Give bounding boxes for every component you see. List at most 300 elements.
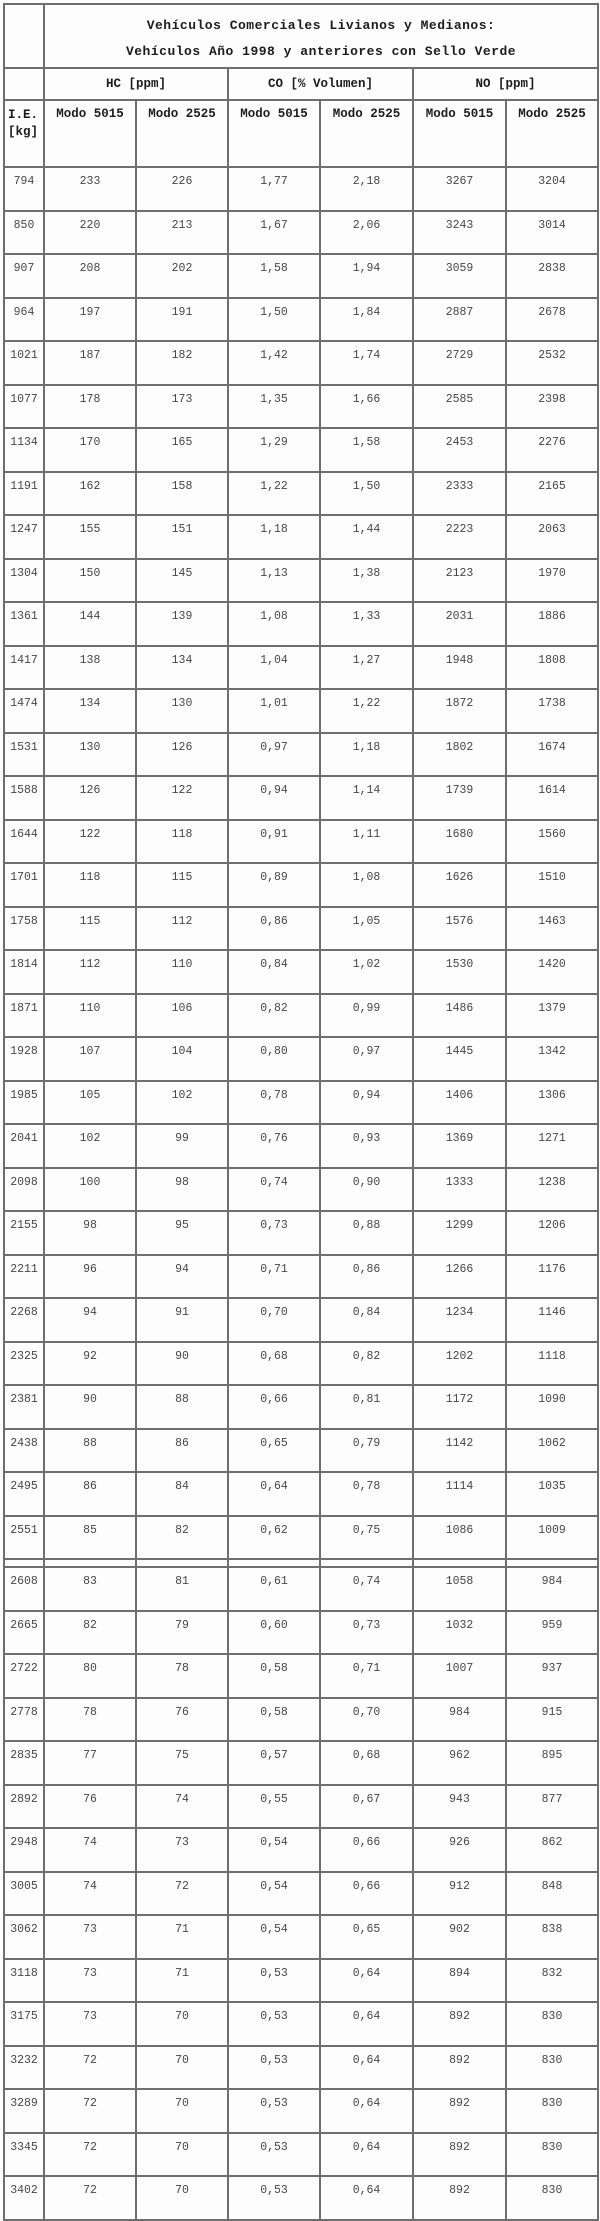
ie-cell: 1474: [4, 689, 44, 733]
co-5015-cell: 1,58: [228, 254, 320, 298]
table-row: [4, 1429, 598, 1473]
hc-2525-cell: 70: [136, 2046, 228, 2090]
no-2525-cell: 895: [506, 1741, 598, 1785]
table-row: [4, 1168, 598, 1212]
no-5015-cell: 3267: [413, 167, 506, 211]
table-row: [4, 1611, 598, 1655]
no-5015-cell: 894: [413, 1959, 506, 2003]
hc-5015-cell: 83: [44, 1567, 136, 1611]
hc-5015-cell: 82: [44, 1611, 136, 1655]
co-5015-cell: 0,66: [228, 1385, 320, 1429]
title-row: [4, 4, 598, 68]
section-break-cell: [320, 1559, 413, 1567]
no-2525-cell: 2678: [506, 298, 598, 342]
co-2525-cell: 1,33: [320, 602, 413, 646]
no-2525-cell: 848: [506, 1872, 598, 1916]
co-5015-cell: 0,54: [228, 1915, 320, 1959]
table-row: [4, 428, 598, 472]
hc-5015-cell: 150: [44, 559, 136, 603]
hc-5015-cell: 220: [44, 211, 136, 255]
hc-5015-cell: 130: [44, 733, 136, 777]
no-2525-cell: 2532: [506, 341, 598, 385]
table-row: [4, 1298, 598, 1342]
no-2525-cell: 1463: [506, 907, 598, 951]
no-2525-cell: 1090: [506, 1385, 598, 1429]
ie-cell: 1814: [4, 950, 44, 994]
co-5015-cell: 0,54: [228, 1872, 320, 1916]
co-2525-cell: 0,68: [320, 1741, 413, 1785]
co-5015-cell: 0,64: [228, 1472, 320, 1516]
hc-2525-cell: 110: [136, 950, 228, 994]
hc-5015-cell: 73: [44, 1959, 136, 2003]
hc-2525-cell: 76: [136, 1698, 228, 1742]
table-row: [4, 341, 598, 385]
ie-cell: 1928: [4, 1037, 44, 1081]
hc-2525-cell: 98: [136, 1168, 228, 1212]
co-2525-cell: 0,94: [320, 1081, 413, 1125]
co-5015-cell: 1,42: [228, 341, 320, 385]
group-header-co: CO [% Volumen]: [228, 68, 413, 100]
co-2525-cell: 0,64: [320, 2002, 413, 2046]
ie-cell: 2325: [4, 1342, 44, 1386]
no-2525-cell: 830: [506, 2176, 598, 2220]
co-5015-cell: 0,82: [228, 994, 320, 1038]
co-5015-cell: 1,77: [228, 167, 320, 211]
no-5015-cell: 1172: [413, 1385, 506, 1429]
co-5015-cell: 1,18: [228, 515, 320, 559]
hc-2525-cell: 78: [136, 1654, 228, 1698]
hc-5015-cell: 122: [44, 820, 136, 864]
table-row: [4, 385, 598, 429]
no-5015-cell: 1007: [413, 1654, 506, 1698]
co-2525-cell: 1,22: [320, 689, 413, 733]
table-body: [4, 167, 598, 2220]
section-break-cell: [136, 1559, 228, 1567]
co-5015-cell: 0,89: [228, 863, 320, 907]
ie-cell: 3005: [4, 1872, 44, 1916]
no-2525-cell: 1035: [506, 1472, 598, 1516]
no-5015-cell: 1406: [413, 1081, 506, 1125]
no-5015-cell: 1530: [413, 950, 506, 994]
no-5015-cell: 2585: [413, 385, 506, 429]
no-5015-cell: 1369: [413, 1124, 506, 1168]
co-5015-cell: 0,80: [228, 1037, 320, 1081]
co-5015-cell: 0,53: [228, 2176, 320, 2220]
hc-5015-cell: 138: [44, 646, 136, 690]
no-5015-cell: 1486: [413, 994, 506, 1038]
no-2525-cell: 830: [506, 2133, 598, 2177]
co-2525-cell: 0,84: [320, 1298, 413, 1342]
no-5015-cell: 1032: [413, 1611, 506, 1655]
hc-5015-cell: 74: [44, 1828, 136, 1872]
hc-5015-cell: 126: [44, 776, 136, 820]
no-2525-cell: 1420: [506, 950, 598, 994]
hc-2525-cell: 94: [136, 1255, 228, 1299]
co-5015-cell: 0,97: [228, 733, 320, 777]
table-title-line2: Vehículos Año 1998 y anteriores con Sello Verde: [125, 44, 517, 59]
co-2525-cell: 0,86: [320, 1255, 413, 1299]
table-row: [4, 298, 598, 342]
co-2525-cell: 1,38: [320, 559, 413, 603]
co-2525-cell: 0,74: [320, 1567, 413, 1611]
hc-2525-cell: 102: [136, 1081, 228, 1125]
table-row: [4, 733, 598, 777]
no-5015-cell: 1202: [413, 1342, 506, 1386]
co-2525-cell: 0,93: [320, 1124, 413, 1168]
sub-header-row: [4, 100, 598, 167]
table-row: [4, 1255, 598, 1299]
subheader-co-modo-5015: Modo 5015: [228, 100, 320, 167]
no-2525-cell: 1176: [506, 1255, 598, 1299]
ie-cell: 1701: [4, 863, 44, 907]
hc-2525-cell: 95: [136, 1211, 228, 1255]
section-break-row: [4, 1559, 598, 1567]
co-5015-cell: 1,35: [228, 385, 320, 429]
table-row: [4, 1472, 598, 1516]
co-5015-cell: 0,58: [228, 1654, 320, 1698]
hc-5015-cell: 197: [44, 298, 136, 342]
no-2525-cell: 1238: [506, 1168, 598, 1212]
table-row: [4, 2089, 598, 2133]
no-2525-cell: 3014: [506, 211, 598, 255]
ie-cell: 3175: [4, 2002, 44, 2046]
co-5015-cell: 1,29: [228, 428, 320, 472]
hc-5015-cell: 78: [44, 1698, 136, 1742]
table-row: [4, 1872, 598, 1916]
hc-2525-cell: 84: [136, 1472, 228, 1516]
no-5015-cell: 2123: [413, 559, 506, 603]
no-5015-cell: 1576: [413, 907, 506, 951]
ie-cell: 907: [4, 254, 44, 298]
table-row: [4, 515, 598, 559]
table-row: [4, 1124, 598, 1168]
table-header: [4, 4, 598, 167]
ie-cell: 2778: [4, 1698, 44, 1742]
table-row: [4, 2046, 598, 2090]
co-5015-cell: 0,55: [228, 1785, 320, 1829]
ie-cell: 2608: [4, 1567, 44, 1611]
no-2525-cell: 1306: [506, 1081, 598, 1125]
table-row: [4, 994, 598, 1038]
ie-cell: 2892: [4, 1785, 44, 1829]
hc-2525-cell: 90: [136, 1342, 228, 1386]
hc-5015-cell: 72: [44, 2046, 136, 2090]
co-2525-cell: 1,05: [320, 907, 413, 951]
table-row: [4, 1654, 598, 1698]
co-5015-cell: 0,86: [228, 907, 320, 951]
ie-cell: 850: [4, 211, 44, 255]
co-2525-cell: 1,14: [320, 776, 413, 820]
no-5015-cell: 892: [413, 2133, 506, 2177]
co-5015-cell: 0,61: [228, 1567, 320, 1611]
table-row: [4, 602, 598, 646]
hc-2525-cell: 75: [136, 1741, 228, 1785]
hc-5015-cell: 74: [44, 1872, 136, 1916]
ie-cell: 2495: [4, 1472, 44, 1516]
no-2525-cell: 1271: [506, 1124, 598, 1168]
co-2525-cell: 0,64: [320, 2133, 413, 2177]
no-2525-cell: 1009: [506, 1516, 598, 1560]
ie-cell: 2211: [4, 1255, 44, 1299]
table-row: [4, 1385, 598, 1429]
no-5015-cell: 2031: [413, 602, 506, 646]
co-2525-cell: 1,18: [320, 733, 413, 777]
subheader-hc-modo-5015: Modo 5015: [44, 100, 136, 167]
hc-2525-cell: 213: [136, 211, 228, 255]
hc-2525-cell: 82: [136, 1516, 228, 1560]
hc-5015-cell: 112: [44, 950, 136, 994]
hc-5015-cell: 162: [44, 472, 136, 516]
table-row: [4, 1698, 598, 1742]
table-row: [4, 472, 598, 516]
co-2525-cell: 0,66: [320, 1828, 413, 1872]
table-row: [4, 1959, 598, 2003]
co-5015-cell: 0,84: [228, 950, 320, 994]
hc-2525-cell: 134: [136, 646, 228, 690]
ie-cell: 1531: [4, 733, 44, 777]
no-5015-cell: 3243: [413, 211, 506, 255]
co-2525-cell: 0,82: [320, 1342, 413, 1386]
table-title: [44, 4, 598, 68]
no-2525-cell: 1674: [506, 733, 598, 777]
co-2525-cell: 0,79: [320, 1429, 413, 1473]
co-5015-cell: 1,22: [228, 472, 320, 516]
co-5015-cell: 0,68: [228, 1342, 320, 1386]
ie-cell: 2041: [4, 1124, 44, 1168]
co-2525-cell: 0,88: [320, 1211, 413, 1255]
hc-5015-cell: 134: [44, 689, 136, 733]
co-2525-cell: 0,97: [320, 1037, 413, 1081]
ie-cell: 2098: [4, 1168, 44, 1212]
co-2525-cell: 0,90: [320, 1168, 413, 1212]
hc-5015-cell: 178: [44, 385, 136, 429]
co-5015-cell: 1,01: [228, 689, 320, 733]
table-row: [4, 2176, 598, 2220]
hc-2525-cell: 74: [136, 1785, 228, 1829]
hc-2525-cell: 202: [136, 254, 228, 298]
hc-5015-cell: 110: [44, 994, 136, 1038]
table-row: [4, 1516, 598, 1560]
row-header-line1: I.E.: [8, 108, 39, 122]
co-2525-cell: 0,99: [320, 994, 413, 1038]
subheader-hc-modo-2525: Modo 2525: [136, 100, 228, 167]
hc-2525-cell: 88: [136, 1385, 228, 1429]
co-2525-cell: 0,64: [320, 2046, 413, 2090]
no-5015-cell: 926: [413, 1828, 506, 1872]
table-row: [4, 254, 598, 298]
no-2525-cell: 1146: [506, 1298, 598, 1342]
group-header-row: [4, 68, 598, 100]
co-2525-cell: 0,67: [320, 1785, 413, 1829]
hc-5015-cell: 86: [44, 1472, 136, 1516]
co-2525-cell: 1,08: [320, 863, 413, 907]
ie-cell: 3062: [4, 1915, 44, 1959]
no-2525-cell: 1614: [506, 776, 598, 820]
co-2525-cell: 1,66: [320, 385, 413, 429]
hc-5015-cell: 73: [44, 1915, 136, 1959]
table-row: [4, 2002, 598, 2046]
co-5015-cell: 0,53: [228, 2046, 320, 2090]
no-5015-cell: 984: [413, 1698, 506, 1742]
table-row: [4, 776, 598, 820]
no-2525-cell: 1738: [506, 689, 598, 733]
co-5015-cell: 1,13: [228, 559, 320, 603]
no-5015-cell: 912: [413, 1872, 506, 1916]
ie-cell: 2268: [4, 1298, 44, 1342]
hc-2525-cell: 72: [136, 1872, 228, 1916]
no-5015-cell: 1234: [413, 1298, 506, 1342]
hc-5015-cell: 90: [44, 1385, 136, 1429]
ie-cell: 1985: [4, 1081, 44, 1125]
hc-2525-cell: 86: [136, 1429, 228, 1473]
no-5015-cell: 2453: [413, 428, 506, 472]
co-5015-cell: 1,08: [228, 602, 320, 646]
co-2525-cell: 0,64: [320, 2089, 413, 2133]
table-row: [4, 646, 598, 690]
table-row: [4, 559, 598, 603]
hc-2525-cell: 70: [136, 2176, 228, 2220]
table-row: [4, 950, 598, 994]
hc-2525-cell: 79: [136, 1611, 228, 1655]
no-5015-cell: 1948: [413, 646, 506, 690]
co-2525-cell: 0,70: [320, 1698, 413, 1742]
table-row: [4, 907, 598, 951]
hc-5015-cell: 144: [44, 602, 136, 646]
ie-cell: 964: [4, 298, 44, 342]
hc-2525-cell: 71: [136, 1959, 228, 2003]
hc-5015-cell: 208: [44, 254, 136, 298]
hc-2525-cell: 173: [136, 385, 228, 429]
no-2525-cell: 1808: [506, 646, 598, 690]
ie-cell: 1871: [4, 994, 44, 1038]
co-2525-cell: 0,81: [320, 1385, 413, 1429]
ie-cell: 2665: [4, 1611, 44, 1655]
no-2525-cell: 915: [506, 1698, 598, 1742]
ie-cell: 1361: [4, 602, 44, 646]
co-2525-cell: 1,58: [320, 428, 413, 472]
table-row: [4, 2133, 598, 2177]
hc-2525-cell: 151: [136, 515, 228, 559]
no-2525-cell: 830: [506, 2089, 598, 2133]
section-break-cell: [413, 1559, 506, 1567]
subheader-no-modo-5015: Modo 5015: [413, 100, 506, 167]
co-2525-cell: 1,11: [320, 820, 413, 864]
ie-cell: 794: [4, 167, 44, 211]
hc-5015-cell: 155: [44, 515, 136, 559]
no-5015-cell: 1333: [413, 1168, 506, 1212]
hc-5015-cell: 72: [44, 2133, 136, 2177]
no-2525-cell: 959: [506, 1611, 598, 1655]
ie-cell: 1077: [4, 385, 44, 429]
no-5015-cell: 892: [413, 2046, 506, 2090]
hc-5015-cell: 96: [44, 1255, 136, 1299]
table-row: [4, 1915, 598, 1959]
no-2525-cell: 1206: [506, 1211, 598, 1255]
co-2525-cell: 0,66: [320, 1872, 413, 1916]
no-5015-cell: 892: [413, 2176, 506, 2220]
no-5015-cell: 1114: [413, 1472, 506, 1516]
co-5015-cell: 0,91: [228, 820, 320, 864]
co-5015-cell: 0,53: [228, 2133, 320, 2177]
ie-cell: 2381: [4, 1385, 44, 1429]
subheader-no-modo-2525: Modo 2525: [506, 100, 598, 167]
ie-cell: 2835: [4, 1741, 44, 1785]
hc-5015-cell: 98: [44, 1211, 136, 1255]
ie-cell: 1644: [4, 820, 44, 864]
no-5015-cell: 1680: [413, 820, 506, 864]
no-5015-cell: 1802: [413, 733, 506, 777]
no-5015-cell: 943: [413, 1785, 506, 1829]
no-2525-cell: 2276: [506, 428, 598, 472]
co-2525-cell: 1,50: [320, 472, 413, 516]
hc-5015-cell: 88: [44, 1429, 136, 1473]
table-title-line1: Vehículos Comerciales Livianos y Medianos:: [146, 18, 496, 33]
co-5015-cell: 0,57: [228, 1741, 320, 1785]
hc-2525-cell: 99: [136, 1124, 228, 1168]
co-2525-cell: 0,75: [320, 1516, 413, 1560]
table-row: [4, 863, 598, 907]
co-5015-cell: 0,74: [228, 1168, 320, 1212]
hc-5015-cell: 115: [44, 907, 136, 951]
ie-cell: 1758: [4, 907, 44, 951]
table-row: [4, 689, 598, 733]
table-row: [4, 1828, 598, 1872]
co-5015-cell: 0,54: [228, 1828, 320, 1872]
co-2525-cell: 1,44: [320, 515, 413, 559]
hc-2525-cell: 81: [136, 1567, 228, 1611]
no-5015-cell: 1086: [413, 1516, 506, 1560]
no-5015-cell: 1445: [413, 1037, 506, 1081]
hc-2525-cell: 73: [136, 1828, 228, 1872]
ie-cell: 1247: [4, 515, 44, 559]
hc-2525-cell: 70: [136, 2133, 228, 2177]
co-5015-cell: 0,76: [228, 1124, 320, 1168]
no-2525-cell: 2398: [506, 385, 598, 429]
no-2525-cell: 1342: [506, 1037, 598, 1081]
hc-2525-cell: 126: [136, 733, 228, 777]
section-break-cell: [44, 1559, 136, 1567]
hc-2525-cell: 139: [136, 602, 228, 646]
no-2525-cell: 1510: [506, 863, 598, 907]
hc-5015-cell: 102: [44, 1124, 136, 1168]
no-5015-cell: 892: [413, 2089, 506, 2133]
co-5015-cell: 1,04: [228, 646, 320, 690]
ie-cell: 1417: [4, 646, 44, 690]
co-2525-cell: 0,73: [320, 1611, 413, 1655]
no-2525-cell: 1970: [506, 559, 598, 603]
hc-5015-cell: 92: [44, 1342, 136, 1386]
ie-cell: 1304: [4, 559, 44, 603]
ie-cell: 1021: [4, 341, 44, 385]
hc-5015-cell: 118: [44, 863, 136, 907]
subheader-co-modo-2525: Modo 2525: [320, 100, 413, 167]
ie-cell: 2155: [4, 1211, 44, 1255]
hc-2525-cell: 115: [136, 863, 228, 907]
co-5015-cell: 0,60: [228, 1611, 320, 1655]
table-row: [4, 1037, 598, 1081]
hc-5015-cell: 73: [44, 2002, 136, 2046]
no-5015-cell: 1142: [413, 1429, 506, 1473]
no-5015-cell: 1626: [413, 863, 506, 907]
no-5015-cell: 1299: [413, 1211, 506, 1255]
no-2525-cell: 1379: [506, 994, 598, 1038]
no-5015-cell: 892: [413, 2002, 506, 2046]
co-2525-cell: 1,27: [320, 646, 413, 690]
hc-2525-cell: 71: [136, 1915, 228, 1959]
no-5015-cell: 2333: [413, 472, 506, 516]
emissions-table: [3, 3, 599, 2221]
no-2525-cell: 2165: [506, 472, 598, 516]
